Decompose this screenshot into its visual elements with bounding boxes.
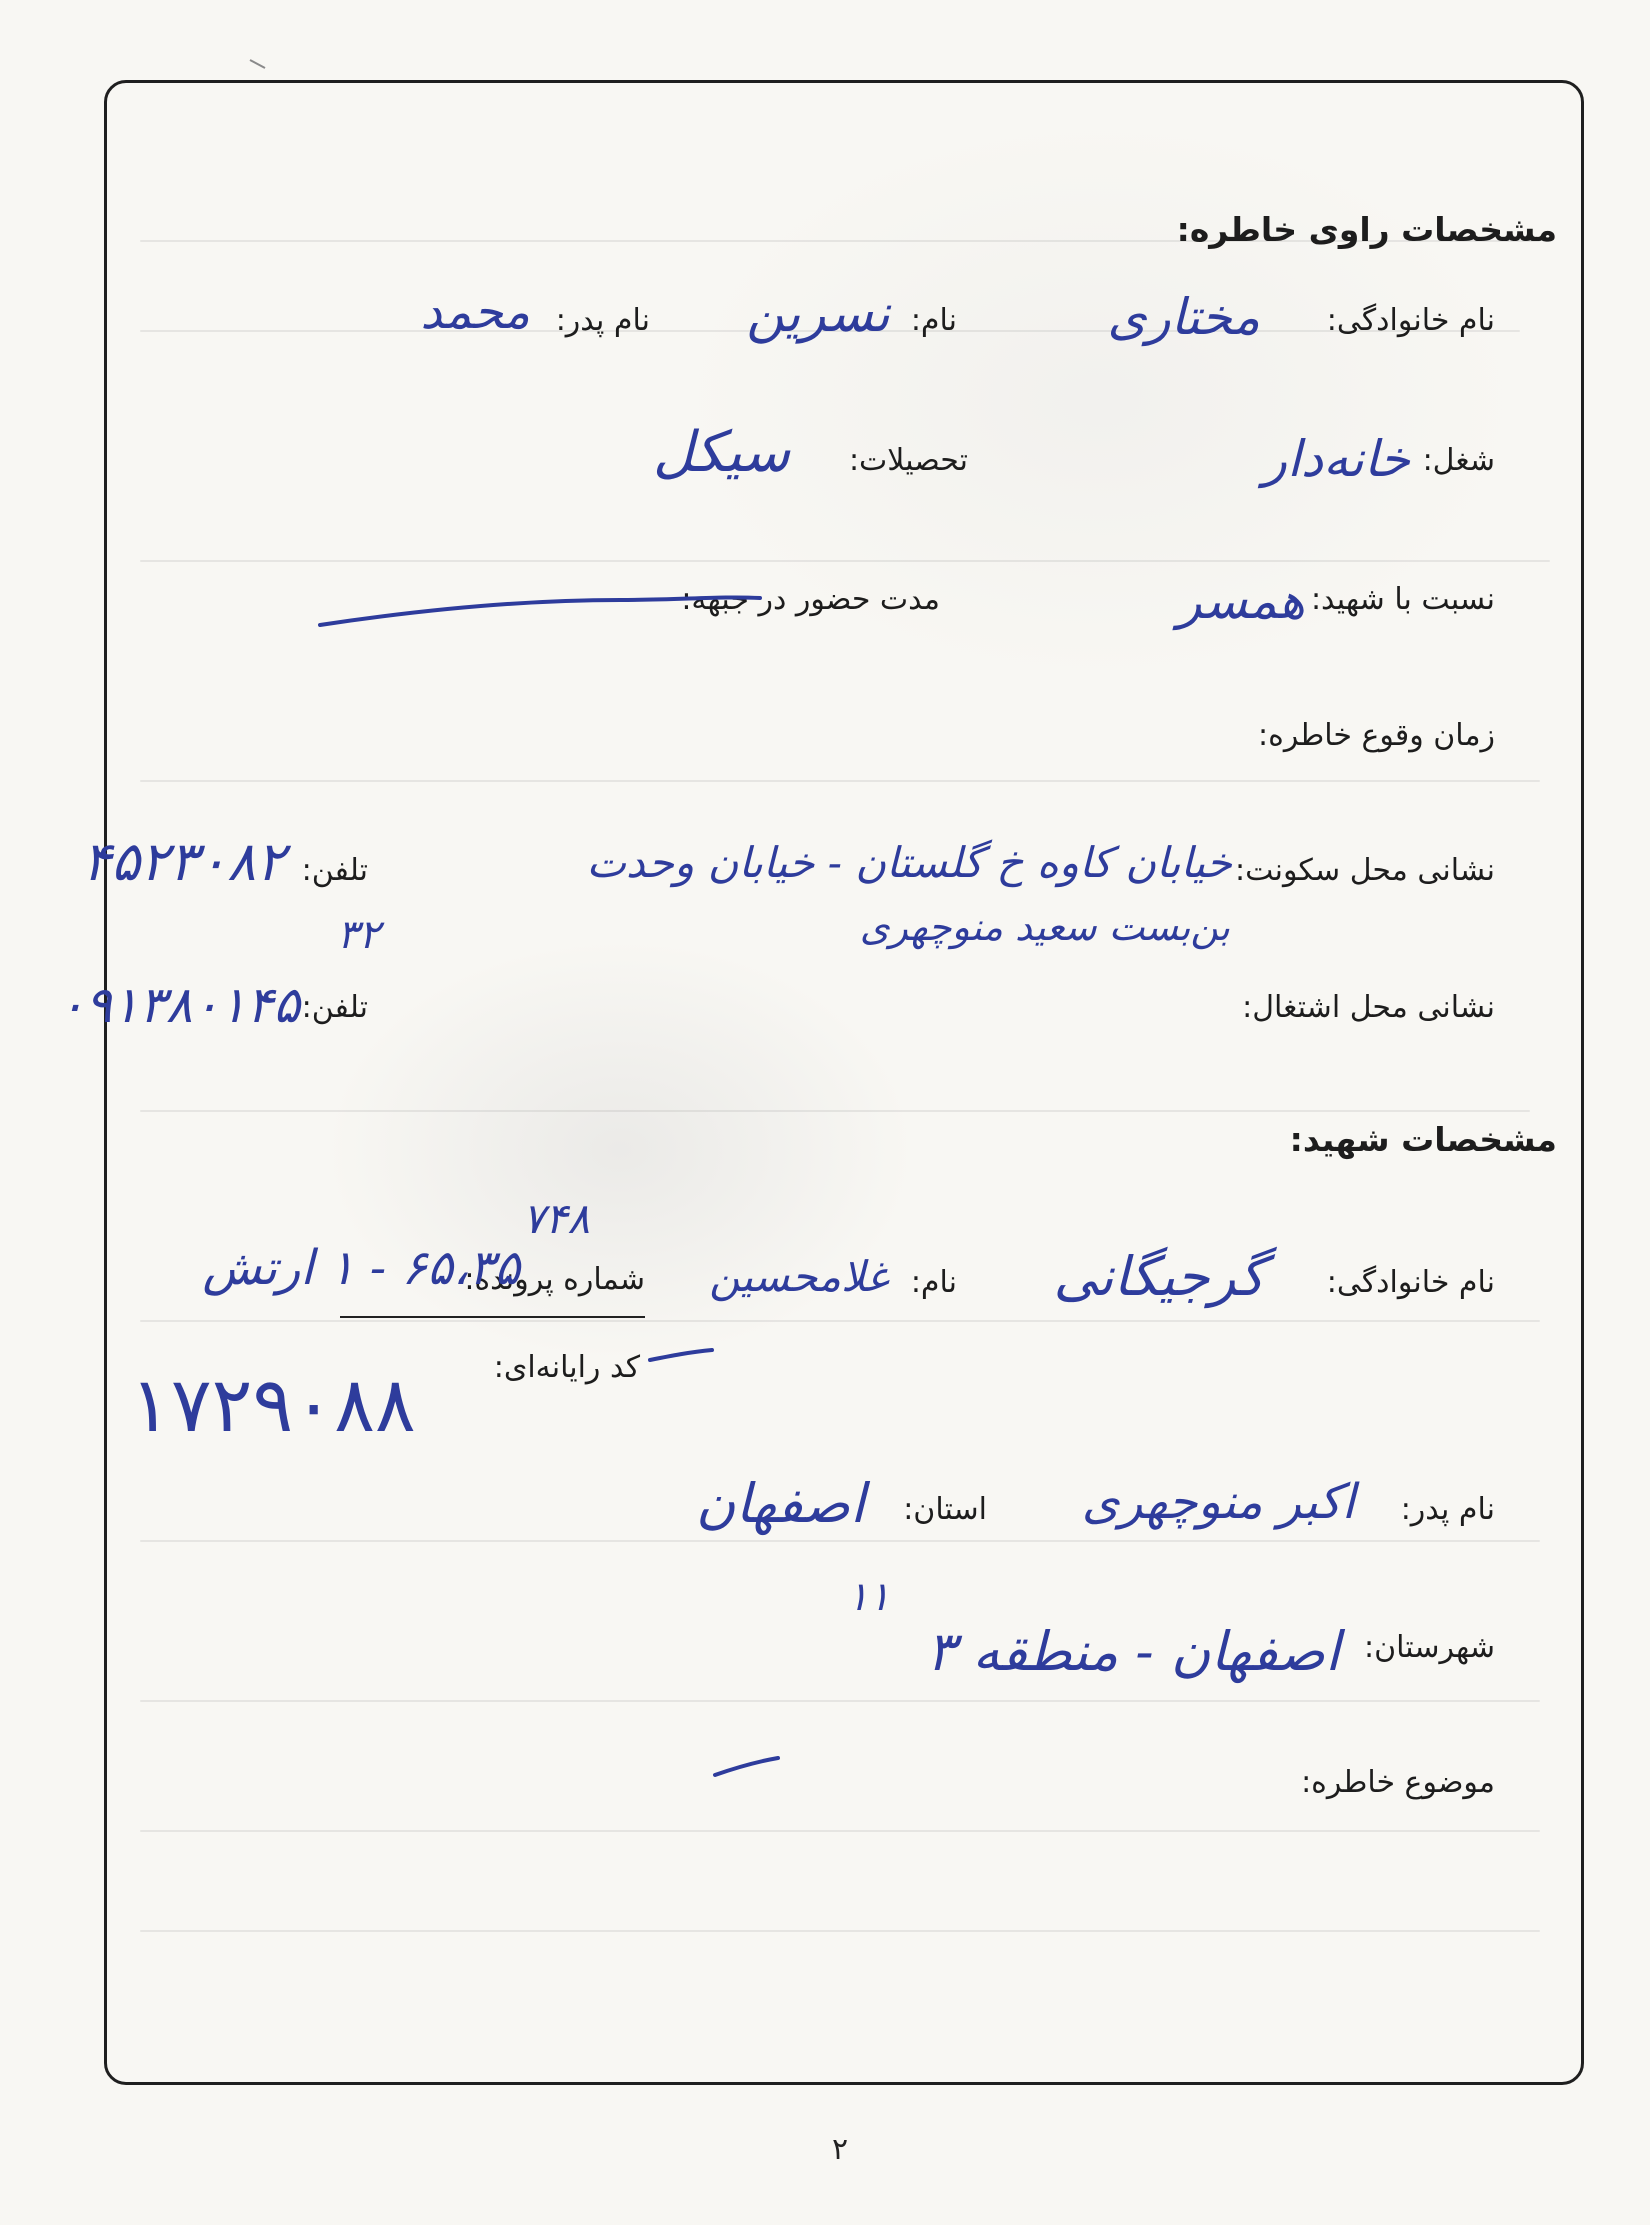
narrator-work-phone-label: تلفن:	[301, 990, 368, 1025]
martyr-province-value: اصفهان	[695, 1472, 865, 1535]
martyr-last-name-label: نام خانوادگی:	[1326, 1265, 1495, 1300]
narrator-education-label: تحصیلات:	[848, 443, 968, 478]
narrator-last-name-value: مختاری	[1107, 288, 1260, 346]
martyr-father-name-label: نام پدر:	[1400, 1492, 1495, 1527]
martyr-file-number-value: ۶۵،۳۵ - ۱ ارتش	[202, 1240, 520, 1296]
narrator-work-phone-value: ۰۹۱۳۸۰۱۴۵	[58, 976, 300, 1034]
martyr-city-label: شهرستان:	[1364, 1630, 1495, 1665]
narrator-first-name-value: نسرین	[746, 284, 890, 344]
narrator-father-name-label: نام پدر:	[555, 303, 650, 338]
narrator-father-name-value: محمد	[420, 284, 530, 340]
martyr-first-name-label: نام:	[910, 1265, 957, 1300]
narrator-work-address-label: نشانی محل اشتغال:	[1242, 990, 1495, 1025]
martyr-memory-topic-label: موضوع خاطره:	[1301, 1765, 1495, 1800]
narrator-home-address-line-1: خیابان کاوه خ گلستان - خیابان وحدت	[586, 838, 1232, 887]
martyr-city-extra: ۱۱	[847, 1574, 890, 1620]
narrator-phone-label: تلفن:	[301, 853, 368, 888]
narrator-job-value: خانه‌دار	[1262, 430, 1410, 488]
file-number-underline	[340, 1316, 645, 1318]
martyr-last-name-value: گرجیگانی	[1053, 1245, 1265, 1308]
martyr-section-title: مشخصات شهید:	[1289, 1120, 1557, 1159]
martyr-province-label: استان:	[903, 1492, 987, 1527]
narrator-first-name-label: نام:	[910, 303, 957, 338]
narrator-education-value: سیکل	[652, 420, 790, 485]
martyr-first-name-value: غلامحسین	[709, 1252, 888, 1301]
page-number: ۲	[831, 2132, 849, 2167]
narrator-last-name-label: نام خانوادگی:	[1326, 303, 1495, 338]
narrator-home-address-line-2: بن‌بست سعید منوچهری	[859, 905, 1230, 949]
martyr-city-value: اصفهان - منطقه ۳	[926, 1620, 1340, 1683]
narrator-section-title: مشخصات راوی خاطره:	[1176, 210, 1557, 249]
narrator-relation-label: نسبت با شهید:	[1310, 582, 1495, 617]
martyr-file-number-label: شماره پرونده:	[464, 1262, 645, 1297]
narrator-job-label: شغل:	[1422, 443, 1495, 478]
martyr-computer-code-value: ۱۷۲۹۰۸۸	[130, 1360, 416, 1449]
martyr-file-number-extra: ۷۴۸	[522, 1194, 590, 1243]
narrator-event-time-label: زمان وقوع خاطره:	[1258, 718, 1495, 753]
narrator-phone-extra: ۳۲	[337, 912, 380, 958]
martyr-computer-code-label: کد رایانه‌ای:	[493, 1350, 640, 1385]
martyr-father-name-value: اکبر منوچهری	[1081, 1474, 1355, 1530]
narrator-phone-value: ۴۵۲۳۰۸۲	[81, 830, 285, 893]
narrator-relation-value: همسر	[1177, 572, 1305, 630]
narrator-front-duration-label: مدت حضور در جبهه:	[681, 582, 940, 617]
narrator-home-address-label: نشانی محل سکونت:	[1235, 853, 1495, 888]
